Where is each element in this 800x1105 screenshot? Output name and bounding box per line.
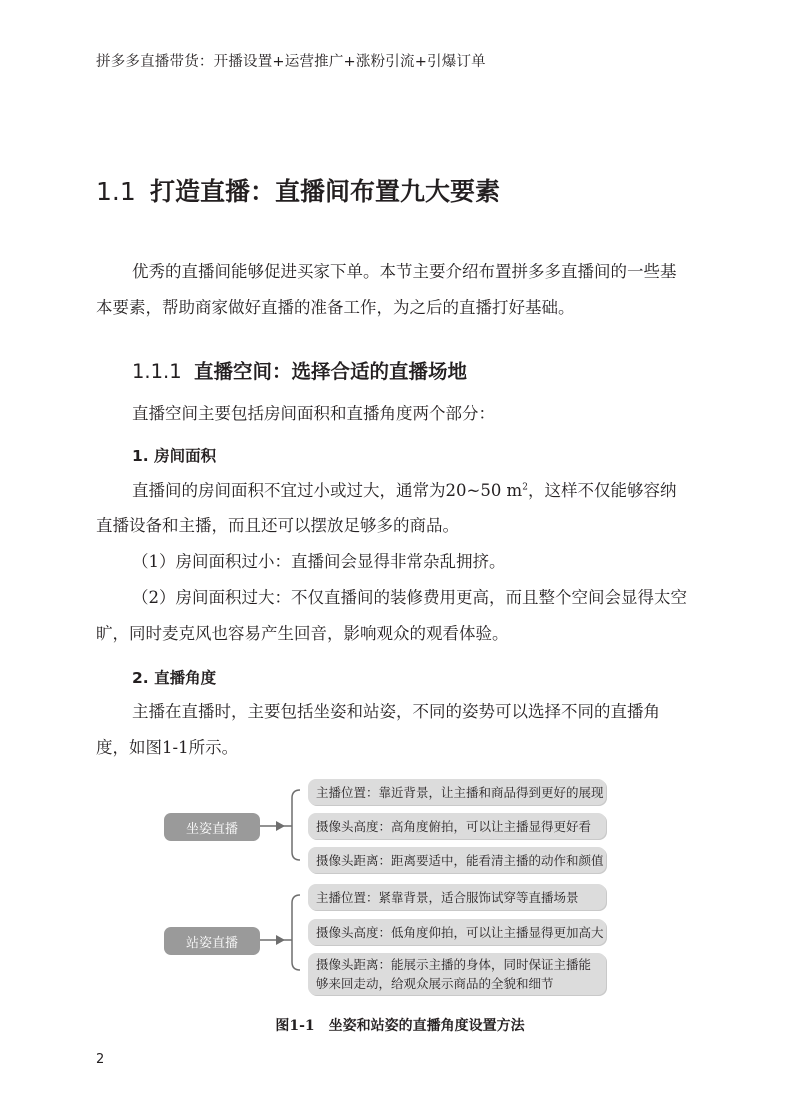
part2-heading: 2. 直播角度 — [132, 669, 217, 687]
section-number: 1.1 — [96, 177, 136, 206]
arrow-head — [276, 935, 285, 945]
bracket — [292, 790, 300, 860]
sitting-item-2: 摄像头高度：高角度俯拍，可以让主播显得更好看 — [308, 813, 606, 839]
subsection-intro: 直播空间主要包括房间面积和直播角度两个部分： — [132, 404, 495, 423]
subsection-number: 1.1.1 — [132, 360, 182, 383]
intro-line-2: 本要素，帮助商家做好直播的准备工作，为之后的直播打好基础。 — [96, 298, 575, 317]
intro-line-1: 优秀的直播间能够促进买家下单。本节主要介绍布置拼多多直播间的一些基 — [132, 262, 677, 281]
sitting-item-1: 主播位置：靠近背景，让主播和商品得到更好的展现 — [308, 779, 606, 805]
superscript-2: 2 — [522, 482, 528, 493]
standing-item-2: 摄像头高度：低角度仰拍，可以让主播显得更加高大 — [308, 919, 606, 945]
part1-line-1-text: 直播间的房间面积不宜过小或过大，通常为20~50 m — [132, 481, 523, 500]
part1-heading: 1. 房间面积 — [132, 447, 217, 465]
running-head: 拼多多直播带货：开播设置+运营推广+涨粉引流+引爆订单 — [96, 54, 486, 70]
figure-caption: 图1-1 坐姿和站姿的直播角度设置方法 — [275, 1018, 525, 1034]
standing-item-3: 摄像头距离：能展示主播的身体，同时保证主播能够来回走动，给观众展示商品的全貌和细节 — [308, 953, 606, 995]
group-label-standing: 站姿直播 — [164, 927, 260, 955]
group-label-sitting: 坐姿直播 — [164, 813, 260, 841]
bracket — [292, 895, 300, 970]
page-number: 2 — [96, 1052, 105, 1067]
sitting-item-3: 摄像头距离：距离要适中，能看清主播的动作和颜值 — [308, 847, 606, 873]
arrow-head — [276, 821, 285, 831]
section-title: 打造直播：直播间布置九大要素 — [150, 177, 501, 206]
part1-line-1-tail: ，这样不仅能够容纳 — [527, 481, 677, 500]
part1-line-4: （2）房间面积过大：不仅直播间的装修费用更高，而且整个空间会显得太空 — [132, 588, 687, 607]
standing-item-1: 主播位置：紧靠背景，适合服饰试穿等直播场景 — [308, 884, 606, 910]
part2-line-1: 主播在直播时，主要包括坐姿和站姿，不同的姿势可以选择不同的直播角 — [132, 702, 660, 721]
part1-line-5: 旷，同时麦克风也容易产生回音，影响观众的观看体验。 — [96, 624, 509, 643]
part1-line-2: 直播设备和主播，而且还可以摆放足够多的商品。 — [96, 516, 459, 535]
part2-line-2: 度，如图1-1所示。 — [96, 738, 239, 757]
part1-line-3: （1）房间面积过小：直播间会显得非常杂乱拥挤。 — [132, 552, 506, 571]
subsection-title: 直播空间：选择合适的直播场地 — [194, 360, 468, 383]
